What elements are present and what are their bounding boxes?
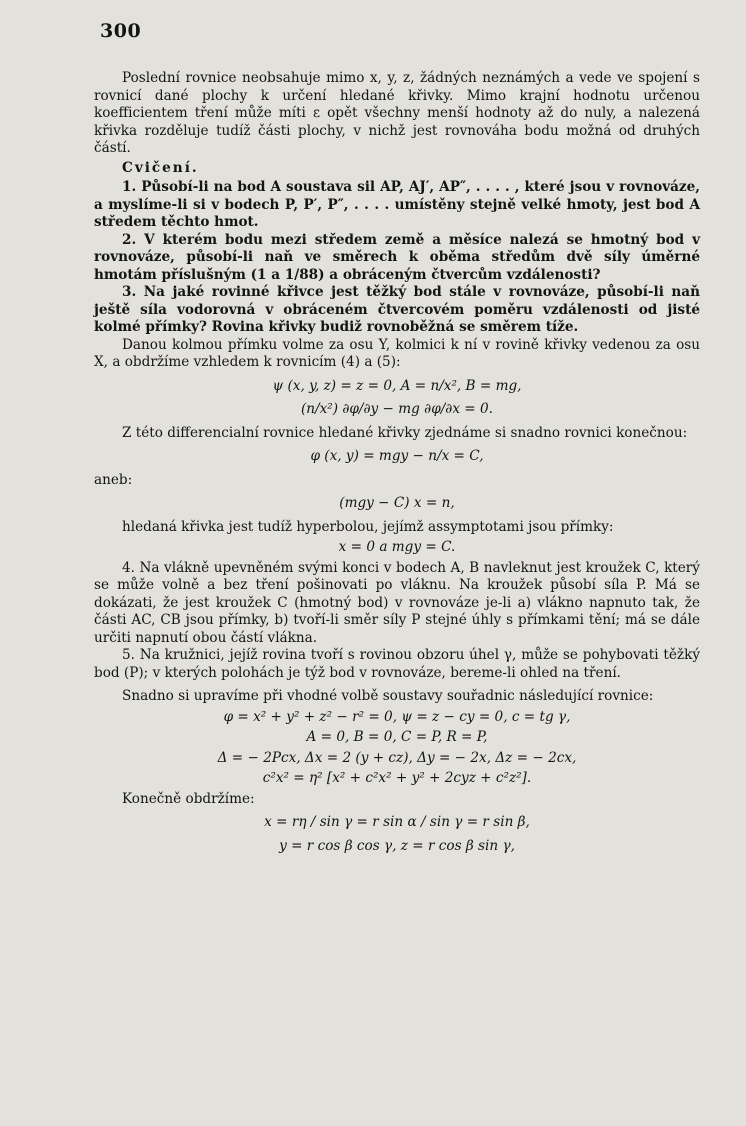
equation: (mgy − C) x = n, xyxy=(339,495,455,511)
page-number: 300 xyxy=(100,20,142,42)
paragraph: Snadno si upravíme při vhodné volbě soustavy souřadnic následující rovnice: xyxy=(122,688,654,704)
exercise-5: 5. Na kružnici, jejíž rovina tvoří s rovinou obzoru úhel γ, může se pohybovati těžký bod (P); v kterých polohách je týž bod v rovnováze, bereme-li ohled na tření. xyxy=(94,647,700,681)
paragraph: Konečně obdržíme: xyxy=(122,790,255,807)
exercise-2: 2. V kterém bodu mezi středem země a měsíce nalezá se hmotný bod v rovnováze, působí-li naň ve směrech k oběma středům dvě síly úměrné hmotám příslušným (1 a 1/88) a obráceným čtvercům vzdálenosti? xyxy=(94,231,700,283)
paragraph: Z této differencialní rovnice hledané křivky zjednáme si snadno rovnici konečnou: xyxy=(122,424,688,441)
paragraph: hledaná křivka jest tudíž hyperbolou, jejímž assymptotami jsou přímky: xyxy=(122,518,614,535)
equation: x = 0 a mgy = C. xyxy=(338,539,456,555)
exercise-3: 3. Na jaké rovinné křivce jest těžký bod stále v rovnováze, působí-li naň ještě síla vodorovná v obráceném čtvercovém poměru vzdálenosti od jisté kolmé přímky? Rovina křivky budiž rovnoběžná se směrem tíže. xyxy=(94,284,700,335)
equation: φ = x² + y² + z² − r² = 0, ψ = z − cy = 0, c = tg γ, xyxy=(223,708,571,725)
exercise-1: 1. Působí-li na bod A soustava sil AP, AJ′, AP″, . . . . , které jsou v rovnováze, a myslíme-li si v bodech P, P′, P″, . . . . umístěny stejně velké hmoty, jest bod A středem těchto hmot. xyxy=(94,179,700,230)
equation: x = rη / sin γ = r sin α / sin γ = r sin β, xyxy=(264,814,530,830)
paragraph: Poslední rovnice neobsahuje mimo x, y, z, žádných neznámých a vede ve spojení s rovnicí dané plochy k určení hledané křivky. Mimo krajní hodnotu určenou koefficientem tření může míti ε opět všechny menší hodnoty až do nuly, a nalezená křivka rozděluje tudíž části plochy, v nichž jest rovnováha bodu možná od druhých částí. xyxy=(94,70,700,156)
equation: c²x² = η² [x² + c²x² + y² + 2cyz + c²z²]. xyxy=(262,770,532,786)
exercise-4: 4. Na vlákně upevněném svými konci v bodech A, B navleknut jest kroužek C, který se může volně a bez tření pošinovati po vláknu. Na kroužek působí síla P. Má se dokázati, že jest kroužek C (hmotný bod) v rovnováze je-li a) vlákno napnuto tak, že části AC, CB jsou přímky, b) tvoří-li směr síly P stejné úhly s přímkami tění; má se dále určiti napnutí obou částí vlákna. xyxy=(94,559,700,646)
equation: y = r cos β cos γ, z = r cos β sin γ, xyxy=(279,837,515,854)
equation: (n/x²) ∂φ/∂y − mg ∂φ/∂x = 0. xyxy=(301,401,493,417)
equation: A = 0, B = 0, C = P, R = P, xyxy=(306,729,488,745)
connective-text: aneb: xyxy=(94,471,133,488)
equation: Δ = − 2Pcx, Δx = 2 (y + cz), Δy = − 2x, Δz = − 2cx, xyxy=(217,749,577,766)
section-heading: Cvičení. xyxy=(122,159,199,176)
page-body xyxy=(94,70,700,858)
paragraph: Danou kolmou přímku volme za osu Y, kolmici k ní v rovině křivky vedenou za osu X, a obdržíme vzhledem k rovnicím (4) a (5): xyxy=(94,336,700,370)
equation: ψ (x, y, z) = z = 0, A = n/x², B = mg, xyxy=(272,377,522,394)
equation: φ (x, y) = mgy − n/x = C, xyxy=(310,448,484,464)
